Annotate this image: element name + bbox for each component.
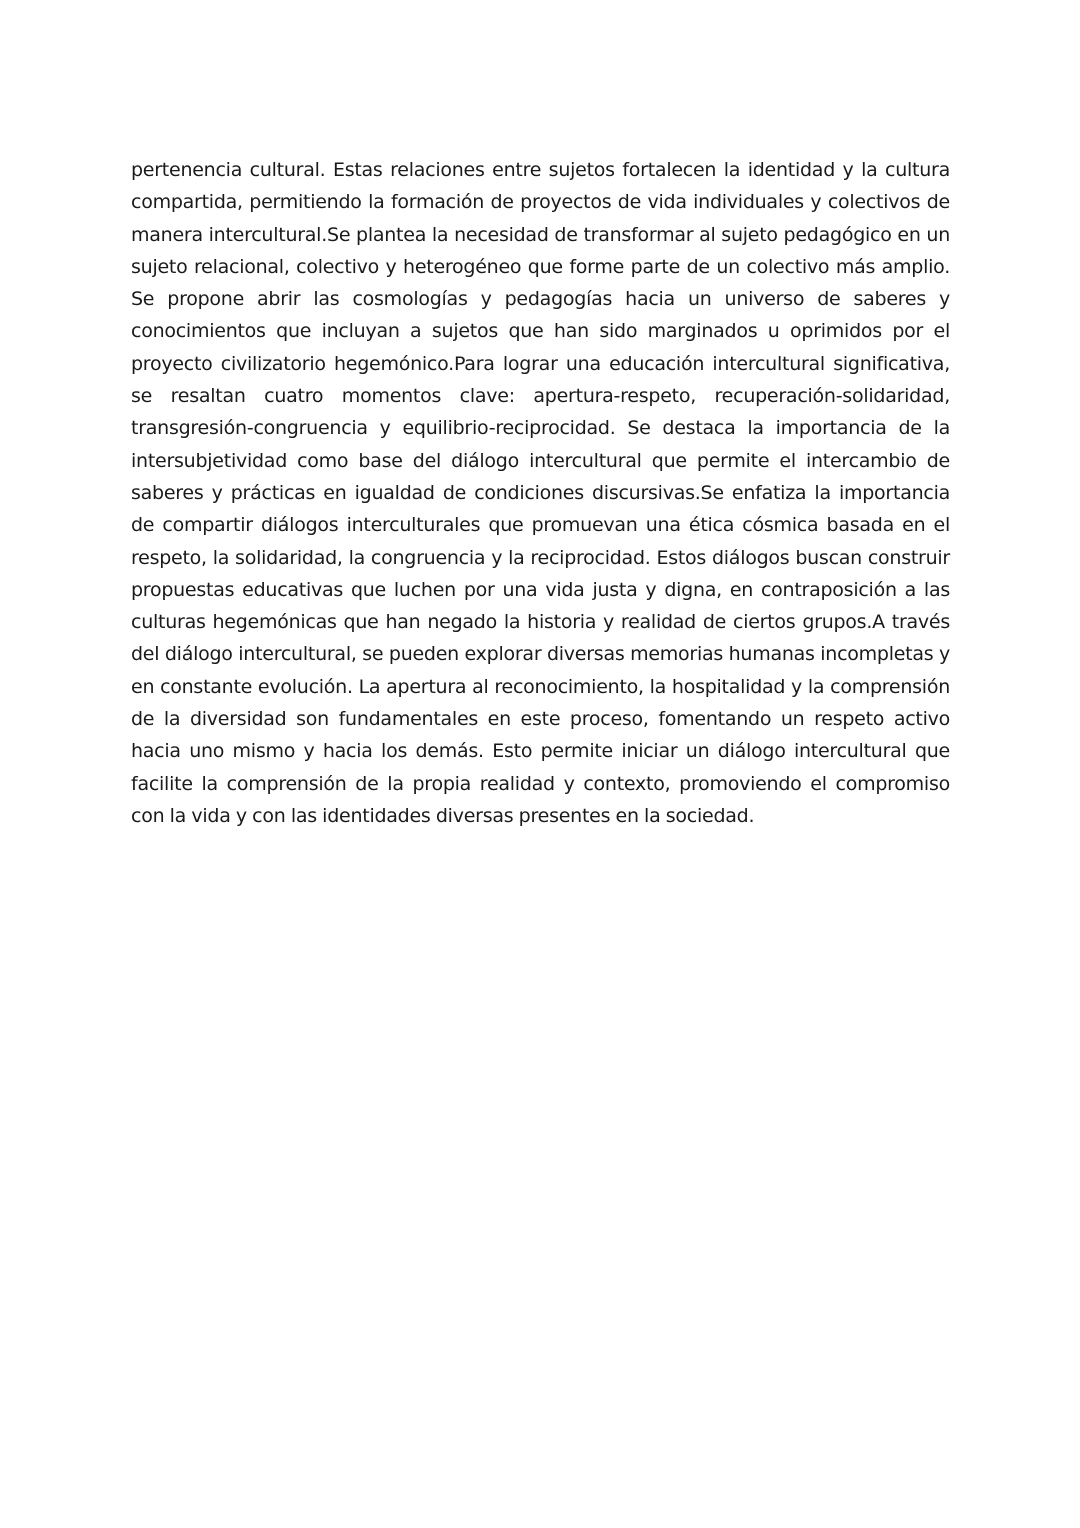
body-paragraph: pertenencia cultural. Estas relaciones entre sujetos fortalecen la identidad y la cultura compartida, permitiendo la formación de proyectos de vida individuales y colectivos de manera intercultural.Se plantea la necesidad de transformar al sujeto pedagógico en un sujeto relacional, colectivo y heterogéneo que forme parte de un colectivo más amplio. Se propone abrir las cosmologías y pedagogías hacia un universo de saberes y conocimientos que incluyan a sujetos que han sido marginados u oprimidos por el proyecto civilizatorio hegemónico.Para lograr una educación intercultural significativa, se resaltan cuatro momentos clave: apertura-respeto, recuperación-solidaridad, transgresión-congruencia y equilibrio-reciprocidad. Se destaca la importancia de la intersubjetividad como base del diálogo intercultural que permite el intercambio de saberes y prácticas en igualdad de condiciones discursivas.Se enfatiza la importancia de compartir diálogos interculturales que promuevan una ética cósmica basada en el respeto, la solidaridad, la congruencia y la reciprocidad. Estos diálogos buscan construir propuestas educativas que luchen por una vida justa y digna, en contraposición a las culturas hegemónicas que han negado la historia y realidad de ciertos grupos.A través del diálogo intercultural, se pueden explorar diversas memorias humanas incompletas y en constante evolución. La apertura al reconocimiento, la hospitalidad y la comprensión de la diversidad son fundamentales en este proceso, fomentando un respeto activo hacia uno mismo y hacia los demás. Esto permite iniciar un diálogo intercultural que facilite la comprensión de la propia realidad y contexto, promoviendo el compromiso con la vida y con las identidades diversas presentes en la sociedad. [131, 159, 950, 827]
